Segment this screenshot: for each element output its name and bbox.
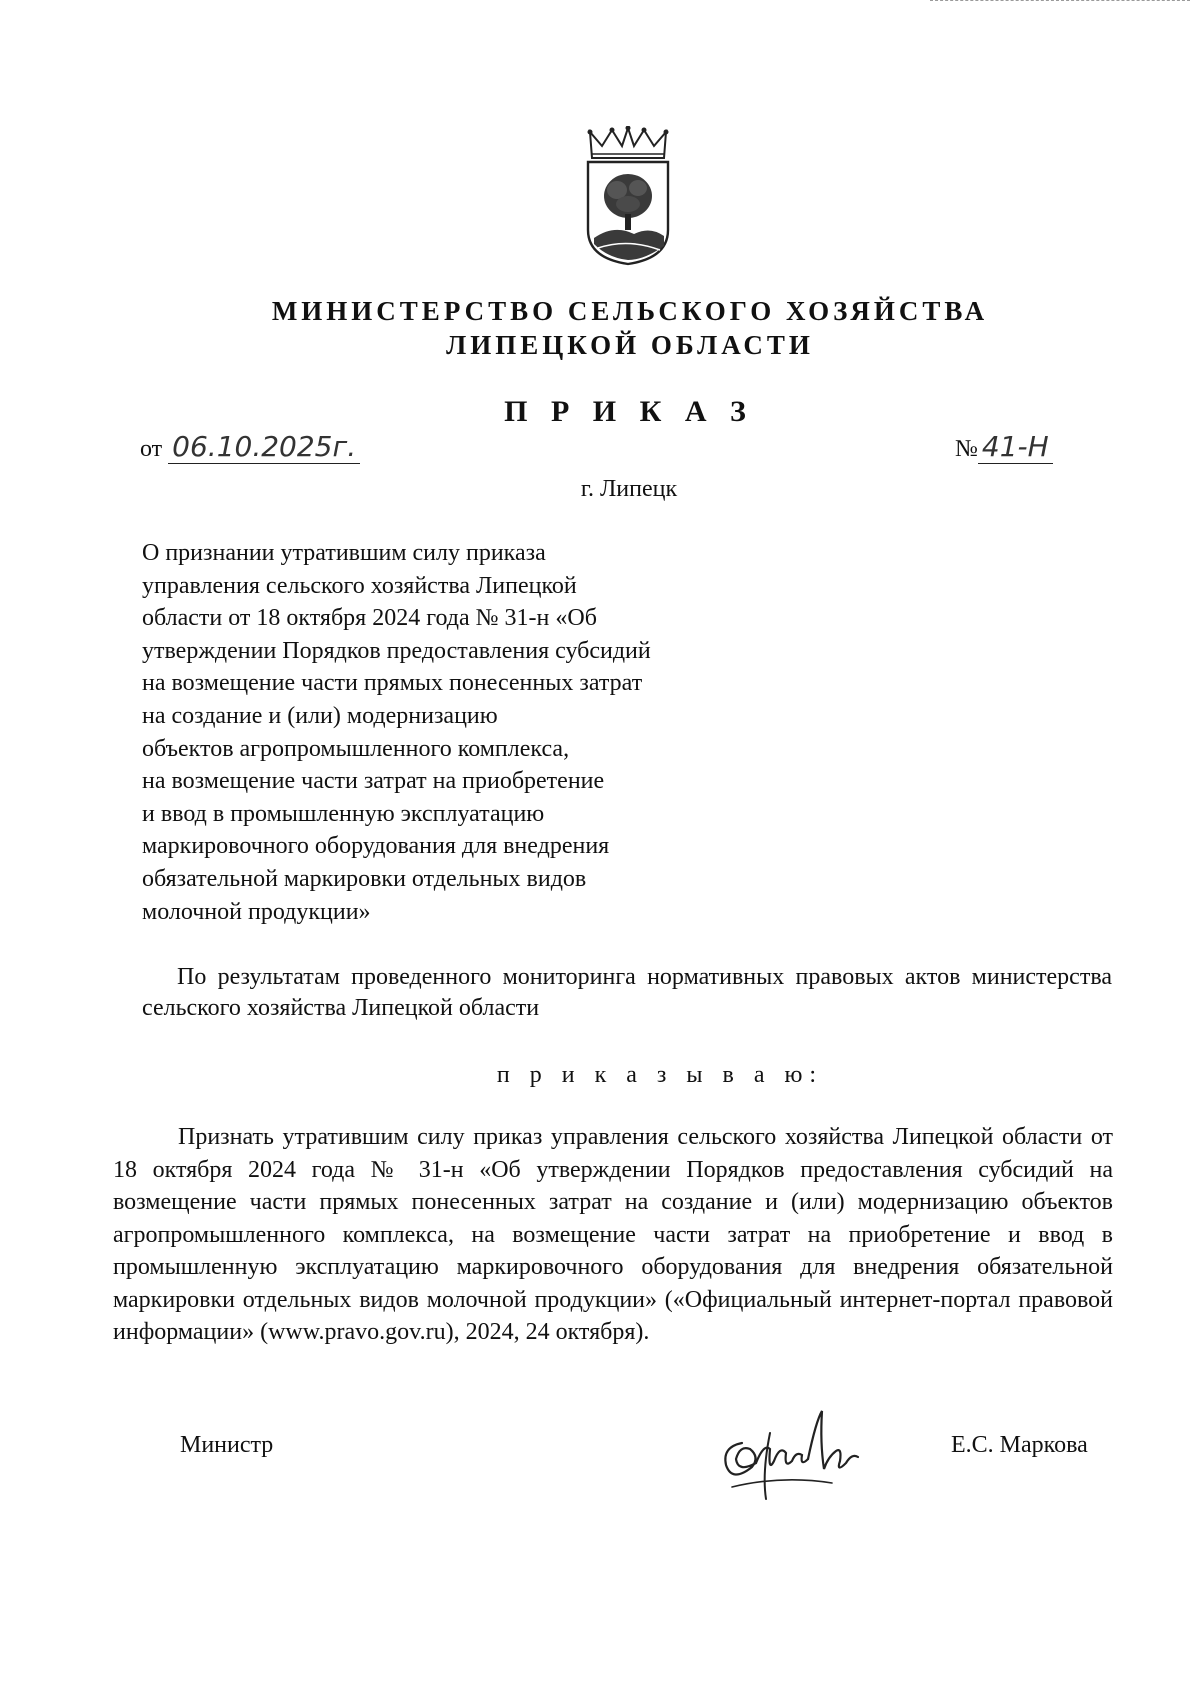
- order-date: [140, 430, 360, 464]
- number-prefix: №: [955, 436, 978, 462]
- subject-line: объектов агропромышленного комплекса,: [142, 735, 570, 762]
- subject-line: на создание и (или) модернизацию: [142, 702, 498, 729]
- date-field: [168, 430, 360, 464]
- coat-of-arms-icon: [584, 126, 672, 266]
- city: г. Липецк: [580, 476, 678, 502]
- signatory-name: Е.С. Маркова: [951, 1432, 1088, 1458]
- number-field: [978, 430, 1053, 464]
- preamble-paragraph: По результатам проведенного мониторинга нормативных правовых актов министерства сельского хозяйства Липецкой области: [142, 964, 1112, 1021]
- order-directive-word: п р и к а з ы в а ю:: [496, 1062, 824, 1088]
- subject-line: на возмещение части затрат на приобретение: [142, 768, 605, 795]
- subject-line: О признании утратившим силу приказа: [142, 540, 546, 566]
- subject-line: области от 18 октября 2024 года № 31-н «Об: [142, 605, 597, 632]
- order-body-paragraph: Признать утратившим силу приказ управления сельского хозяйства Липецкой области от 18 октября 2024 года № 31-н «Об утверждении Порядков предоставления субсидий на возмещение части прямых понесенных затрат на создание и (или) модернизацию объектов агропромышленного комплекса, на возмещение части затрат на приобретение и ввод в промышленную эксплуатацию маркировочного оборудования для внедрения обязательной маркировки отдельных видов молочной продукции» («Официальный интернет-портал правовой информации» (www.pravo.gov.ru), 2024, 24 октября).: [113, 1124, 1113, 1345]
- ministry-name-line-1: МИНИСТЕРСТВО СЕЛЬСКОГО ХОЗЯЙСТВА: [271, 296, 989, 326]
- date-prefix: от: [140, 436, 163, 462]
- scan-edge-line: [930, 0, 1190, 2]
- handwritten-signature: [712, 1403, 872, 1503]
- ministry-name-line-2: ЛИПЕЦКОЙ ОБЛАСТИ: [446, 330, 814, 360]
- order-number: [955, 430, 1053, 464]
- subject-line: управления сельского хозяйства Липецкой: [142, 572, 577, 599]
- date-value: 06.10.2025г.: [172, 430, 357, 463]
- subject-line: молочной продукции»: [142, 898, 371, 925]
- signatory-position: Министр: [180, 1432, 274, 1458]
- order-subject: [142, 537, 782, 928]
- subject-line: обязательной маркировки отдельных видов: [142, 865, 587, 892]
- subject-line: маркировочного оборудования для внедрения: [142, 833, 610, 860]
- number-value: 41-Н: [981, 430, 1049, 463]
- subject-line: на возмещение части прямых понесенных затрат: [142, 670, 643, 697]
- document-title: П Р И К А З: [504, 395, 754, 428]
- subject-line: утверждении Порядков предоставления субсидий: [142, 637, 651, 664]
- subject-line: и ввод в промышленную эксплуатацию: [142, 800, 545, 827]
